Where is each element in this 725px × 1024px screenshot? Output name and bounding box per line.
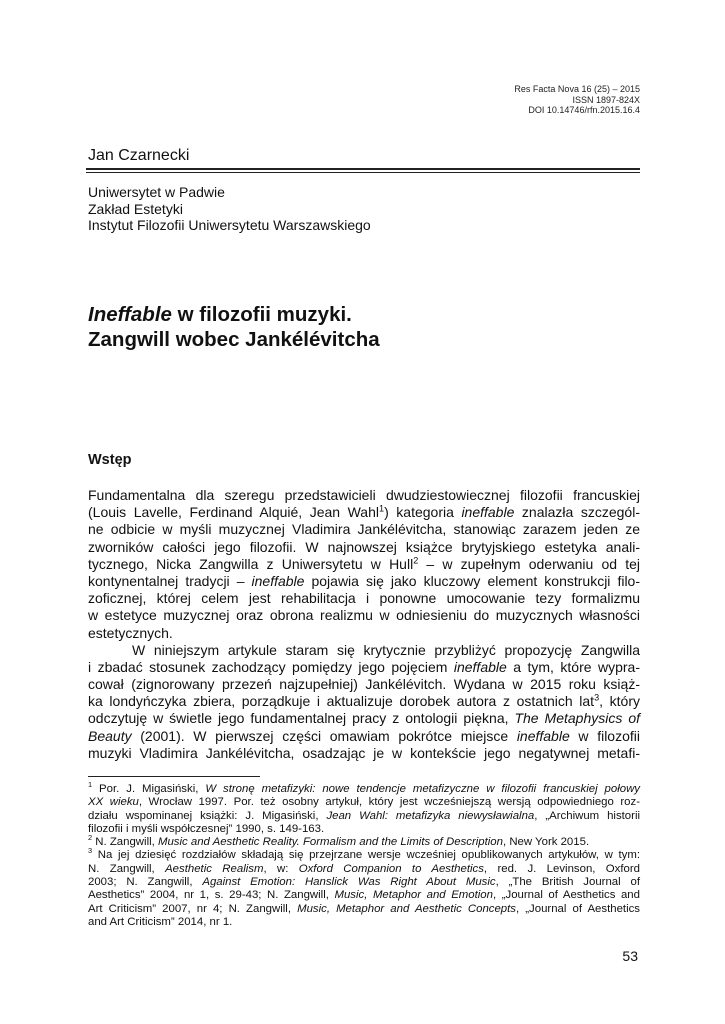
- body-line: estetycznych.: [88, 624, 173, 641]
- title-line-2: Zangwill wobec Jankélévitcha: [88, 328, 380, 351]
- footnote-line: $^3$ Na jej dziesięć rozdziałów składają się przejrzane wersje wcześniej opublikowanych artykułów, w tym:: [88, 846, 640, 862]
- footnote-line: N. Zangwill, Aesthetic Realism, w: Oxford Companion to Aesthetics, red. J. Levinson, Oxford: [88, 862, 640, 875]
- body-line: cował (zignorowany przezeń najzupełniej) Jankélévitch. Wydana w 2015 roku książ-: [88, 676, 640, 693]
- body-line: zworników całości jego filozofii. W najnowszej książce brytyjskiego estetyka anali-: [88, 538, 640, 555]
- footnote-line: Aesthetics” 2004, nr 1, s. 29-43; N. Zangwill, Music, Metaphor and Emotion, „Journal of Aesthetics and: [88, 889, 640, 902]
- footnote-line: działu wspominanej książki: J. Migasiński, Jean Wahl: metafizyka niewysławialna, „Archiwum historii: [88, 809, 640, 822]
- body-line: (Louis Lavelle, Ferdinand Alquié, Jean Wahl$^1$) kategoria ineffable znalazła szczegól-: [88, 503, 640, 521]
- footnote-line: filozofii i myśli współczesnej” 1990, s. 149-163.: [88, 822, 325, 835]
- body-line: zoficznej, której celem jest rehabilitacja i ponowne umocowanie tezy formalizmu: [88, 590, 640, 607]
- footnote-line: XX wieku, Wrocław 1997. Por. też osobny artykuł, który jest wcześniejszą wersją odpowiedniego roz-: [88, 796, 641, 809]
- footnote-ref[interactable]: 2: [413, 555, 419, 566]
- body-line: w estetyce muzycznej oraz obrona realizmu w odniesieniu do muzycznych własności: [88, 607, 640, 624]
- footnote-separator: [88, 776, 260, 777]
- body-line: Fundamentalna dla szeregu przedstawicieli dwudziestowiecznej filozofii francuskiej: [88, 487, 640, 503]
- doi: DOI 10.14746/rfn.2015.16.4: [528, 105, 640, 115]
- body-line: muzyki Vladimira Jankélévitcha, osadzając je w kontekście jego negatywnej metafi-: [88, 744, 640, 761]
- journal-metadata: [514, 84, 640, 116]
- footnote-line: $^1$ Por. J. Migasiński, W stronę metafizyki: nowe tendencje metafizyczne w filozofii francuskiej połowy: [88, 780, 640, 795]
- affiliation-department: Zakład Estetyki: [88, 200, 183, 217]
- footnote-line: 2003; N. Zangwill, Against Emotion: Hanslick Was Right About Music, „The British Journal of: [88, 876, 640, 889]
- page-number: 53: [622, 948, 638, 964]
- body-line: Beauty (2001). W pierwszej części omawiam pokrótce miejsce ineffable w filozofii: [88, 727, 640, 744]
- affiliations: [88, 184, 371, 234]
- footnote-ref[interactable]: 3: [594, 692, 600, 703]
- affiliation-institute: Instytut Filozofii Uniwersytetu Warszawskiego: [88, 217, 371, 233]
- body-line: tycznego, Nicka Zangwilla z Uniwersytetu w Hull$^2$ – w zupełnym oderwaniu od tej: [88, 555, 640, 572]
- body-text: [88, 487, 640, 762]
- header-rule-thick: [86, 168, 640, 170]
- body-line: W niniejszym artykule staram się krytycznie przybliżyć propozycję Zangwilla: [132, 641, 640, 658]
- header-rule-thin: [86, 172, 640, 173]
- body-line: kontynentalnej tradycji – ineffable pojawia się jako kluczowy element konstrukcji filo-: [88, 572, 640, 589]
- body-line: i zbadać stosunek zachodzący pomiędzy jego pojęciem ineffable a tym, które wypra-: [88, 658, 640, 675]
- issn: ISSN 1897-824X: [572, 94, 640, 105]
- footnote-line: Art Criticism” 2007, nr 4; N. Zangwill, Music, Metaphor and Aesthetic Concepts, „Journal of Aesthetics: [88, 902, 641, 915]
- title-italic-term: Ineffable: [88, 303, 172, 326]
- title-line-1: Ineffable w filozofii muzyki.: [88, 303, 352, 326]
- footnote-ref[interactable]: 1: [379, 503, 385, 514]
- body-line: ne odbicie w myśli muzycznej Vladimira Jankélévitcha, stanowiąc zarazem jeden ze: [88, 521, 640, 538]
- article-title: [88, 302, 380, 352]
- body-line: ka londyńczyka zbiera, porządkuje i aktualizuje dorobek autora z ostatnich lat$^3$, który: [88, 692, 640, 710]
- author-name: Jan Czarnecki: [88, 147, 190, 164]
- footnote-line: $^2$ N. Zangwill, Music and Aesthetic Reality. Formalism and the Limits of Description, New York 2015.: [88, 833, 590, 849]
- footnotes: [88, 780, 641, 929]
- section-heading: Wstęp: [88, 452, 132, 468]
- footnote-line: and Art Criticism” 2014, nr 1.: [88, 915, 233, 928]
- journal-citation: Res Facta Nova 16 (25) – 2015: [514, 84, 640, 94]
- body-line: odczytuję w świetle jego fundamentalnej pracy z ontologii piękna, The Metaphysics of: [88, 710, 641, 727]
- affiliation-university: Uniwersytet w Padwie: [88, 184, 225, 200]
